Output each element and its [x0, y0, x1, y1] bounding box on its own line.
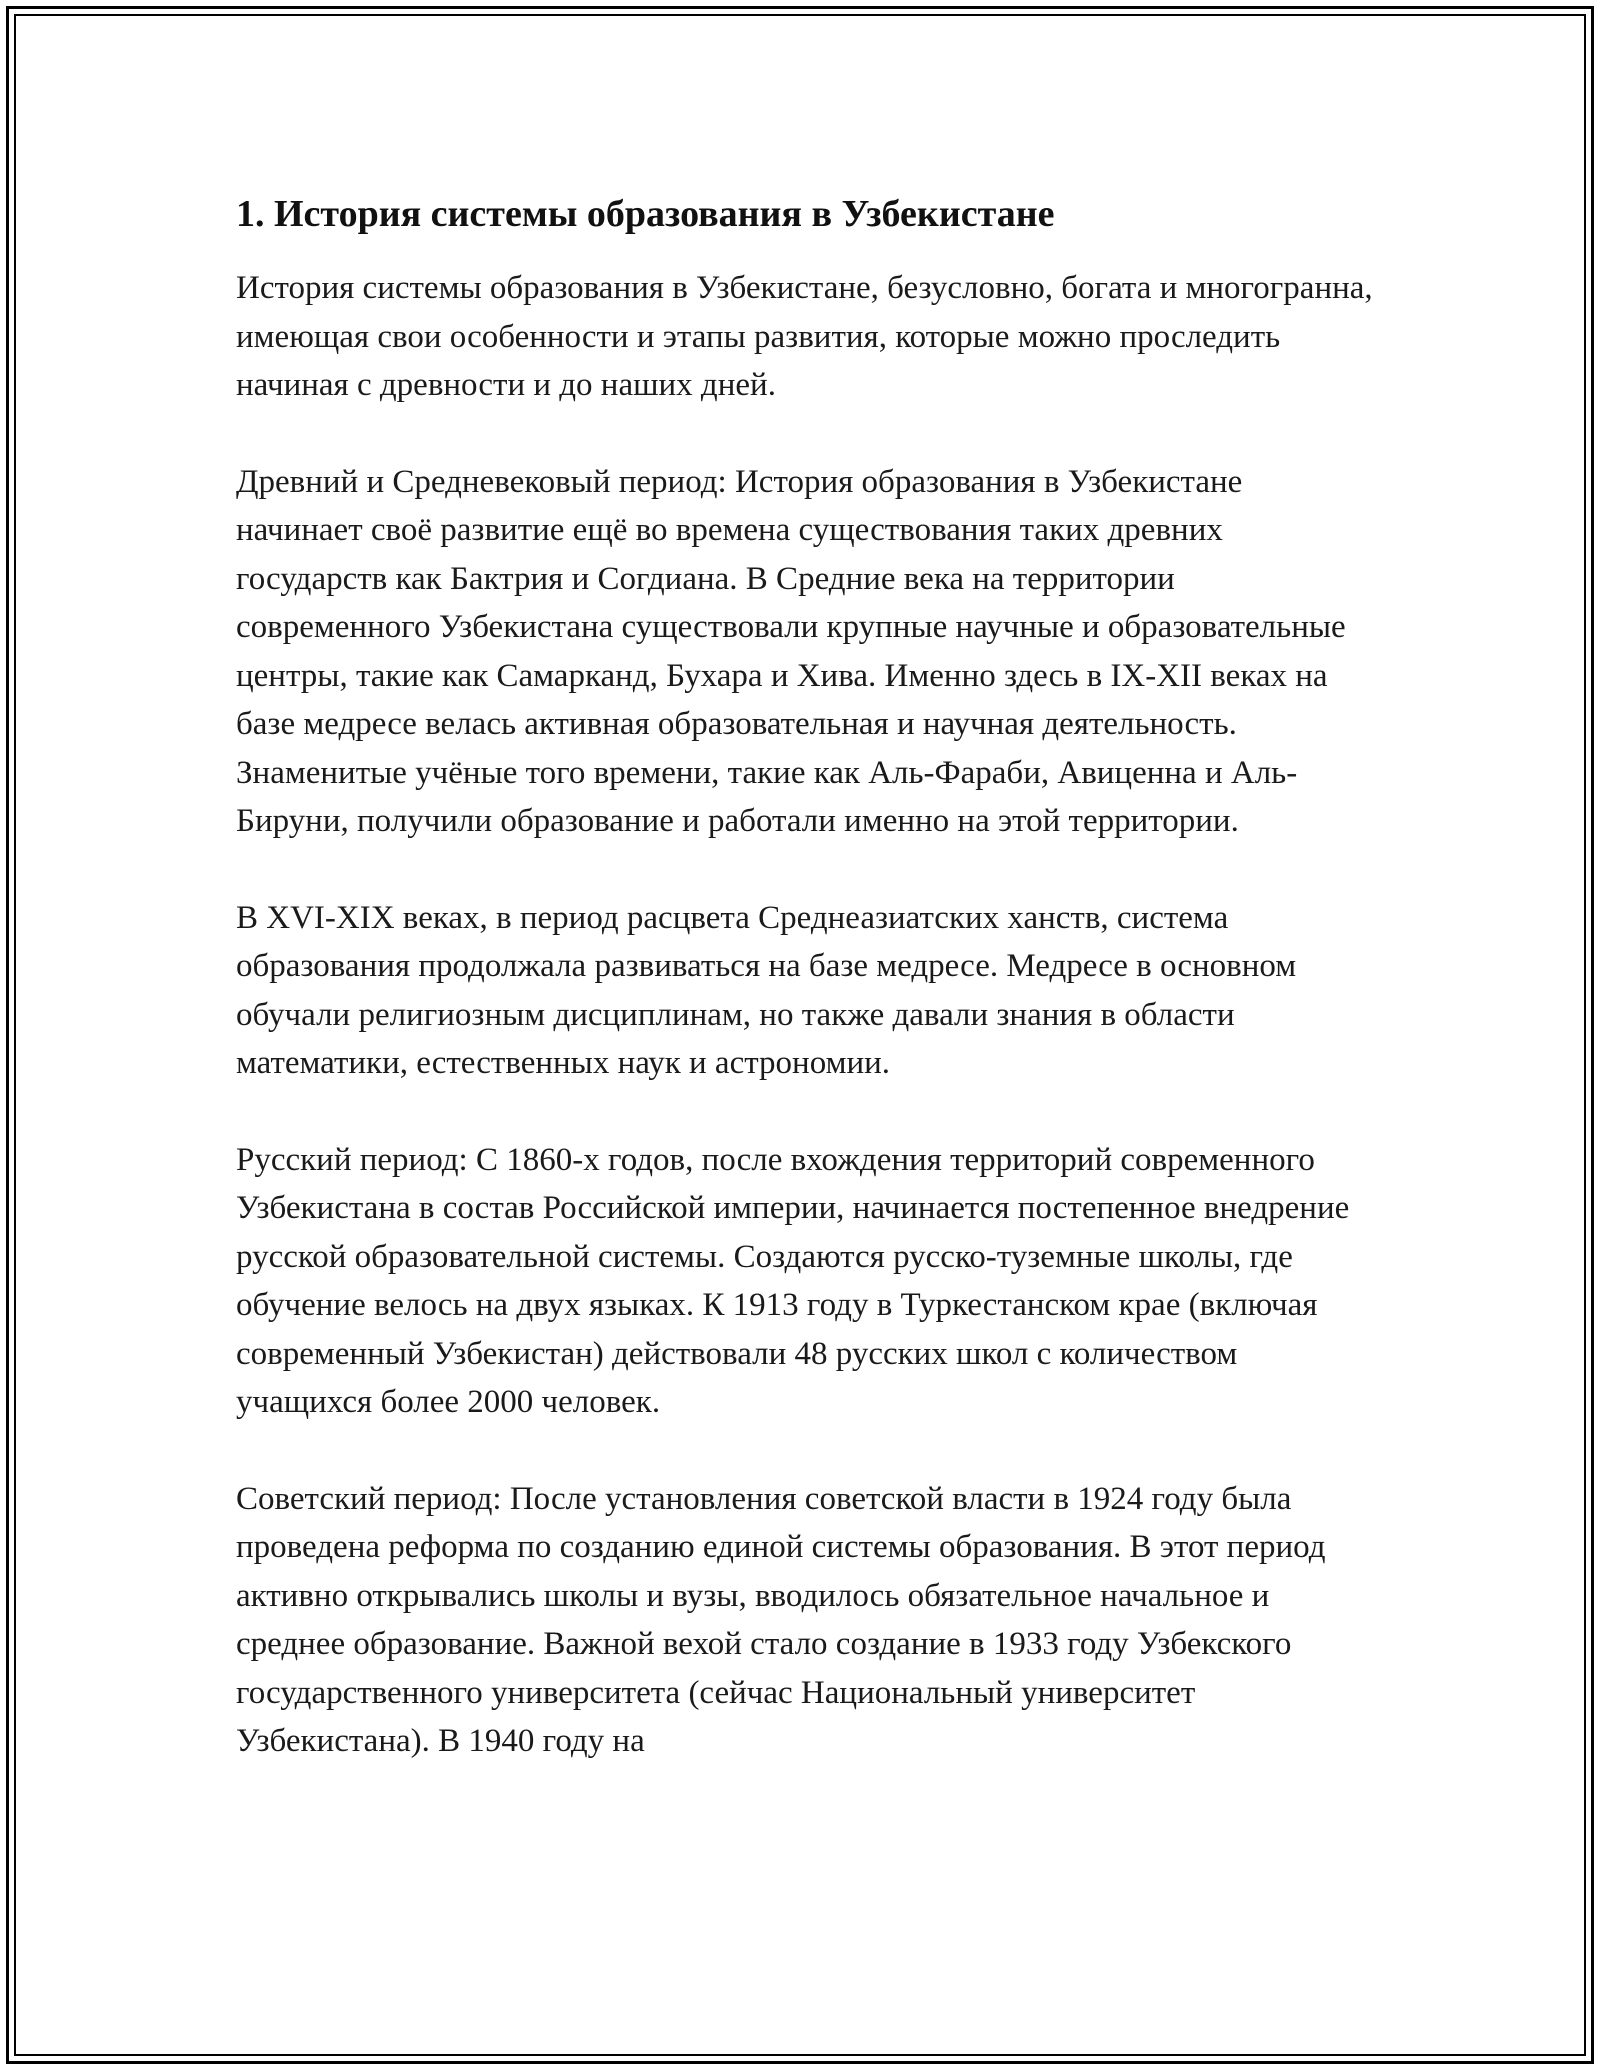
paragraph-soviet-period: Советский период: После установления советской власти в 1924 году была проведена реформа по созданию единой системы образования. В этот период активно открывались школы и вузы, вводилось обязательное начальное и среднее образование. Важной вехой стало создание в 1933 году Узбекского государственного университета (сейчас Национальный университет Узбекистана). В 1940 году на: [236, 1480, 1326, 1759]
paragraph-russian-period: Русский период: С 1860-х годов, после вхождения территорий современного Узбекистана в состав Российской империи, начинается постепенное внедрение русской образовательной системы. Создаются русско-туземные школы, где обучение велось на двух языках. К 1913 году в Туркестанском крае (включая современный Узбекистан) действовали 48 русских школ с количеством учащихся более 2000 человек.: [236, 1141, 1350, 1420]
paragraph-ancient-medieval: Древний и Средневековый период: История образования в Узбекистане начинает своё развитие ещё во времена существования таких древних государств как Бактрия и Согдиана. В Средние века на территории современного Узбекистана существовали крупные научные и образовательные центры, такие как Самарканд, Бухара и Хива. Именно здесь в IX-XII веках на базе медресе велась активная образовательная и научная деятельность. Знаменитые учёные того времени, такие как Аль-Фараби, Авиценна и Аль-Бируни, получили образование и работали именно на этой территории.: [236, 463, 1346, 839]
paragraph-khanates: В XVI-XIX веках, в период расцвета Среднеазиатских ханств, система образования продолжала развиваться на базе медресе. Медресе в основном обучали религиозным дисциплинам, но также давали знания в области математики, естественных наук и астрономии.: [236, 899, 1297, 1081]
document-body: [236, 186, 1374, 1766]
section-heading: 1. История системы образования в Узбекистане: [236, 193, 1055, 235]
paragraph-intro: История системы образования в Узбекистане, безусловно, богата и многогранна, имеющая свои особенности и этапы развития, которые можно проследить начиная с древности и до наших дней.: [236, 270, 1373, 403]
